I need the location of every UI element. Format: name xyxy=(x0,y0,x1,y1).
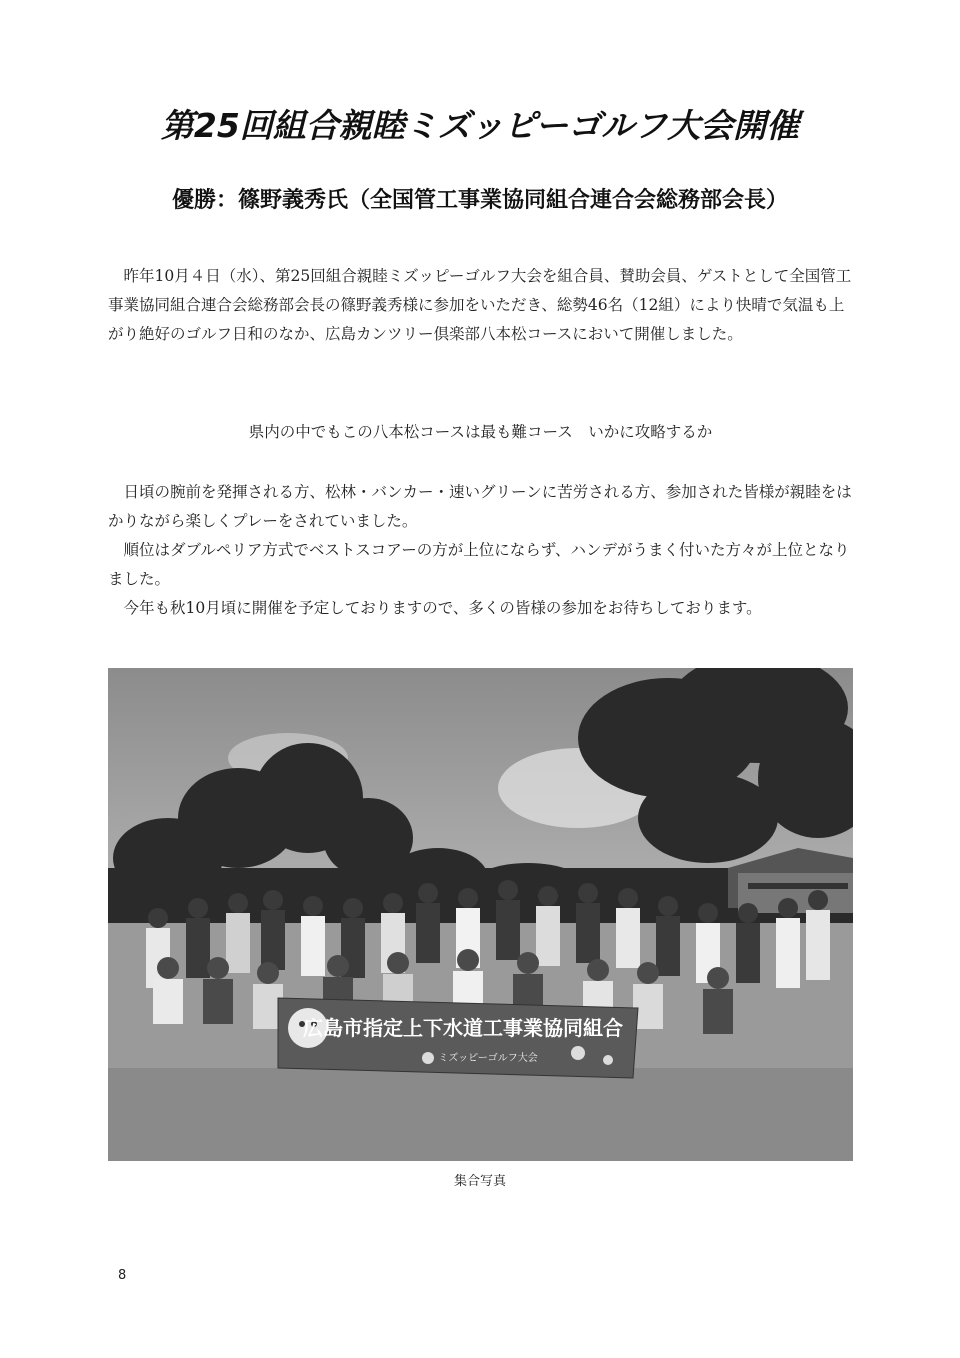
intro-paragraph xyxy=(108,262,853,349)
banner-subtext: ミズッピーゴルフ大会 xyxy=(438,1053,538,1064)
article-title: 第25回組合親睦ミズッピーゴルフ大会開催 xyxy=(160,106,800,145)
paragraph-4: 今年も秋10月頃に開催を予定しておりますので、多くの皆様の参加をお待ちしております。 xyxy=(123,599,762,617)
page-number: 8 xyxy=(118,1268,127,1283)
paragraph-2: 日頃の腕前を発揮される方、松林・バンカー・速いグリーンに苦労される方、参加された皆様が親睦をはかりながら楽しくプレーをされていました。 xyxy=(108,483,852,530)
body-paragraphs xyxy=(108,478,853,623)
article-subtitle: 優勝：篠野義秀氏（全国管工事業協同組合連合会総務部会長） xyxy=(171,188,788,213)
paragraph-3: 順位はダブルペリア方式でベストスコアーの方が上位にならず、ハンデがうまく付いた方々が上位となりました。 xyxy=(108,541,850,588)
paragraph-1: 昨年10月４日（水）、第25回組合親睦ミズッピーゴルフ大会を組合員、賛助会員、ゲストとして全国管工事業協同組合連合会総務部会長の篠野義秀様に参加をいただき、総勢46名（12組）により快晴で気温も上がり絶好のゴルフ日和のなか、広島カンツリー倶楽部八本松コースにおいて開催しました。 xyxy=(108,267,852,343)
group-banner xyxy=(278,998,638,1078)
group-photo-illustration xyxy=(108,668,853,1161)
center-line: 県内の中でもこの八本松コースは最も難コース いかに攻略するか xyxy=(248,423,713,441)
group-photo xyxy=(108,668,853,1161)
banner-text: 広島市指定上下水道工事業協同組合 xyxy=(303,1016,623,1040)
photo-caption: 集合写真 xyxy=(453,1174,506,1189)
grass-foreground xyxy=(108,1068,853,1161)
